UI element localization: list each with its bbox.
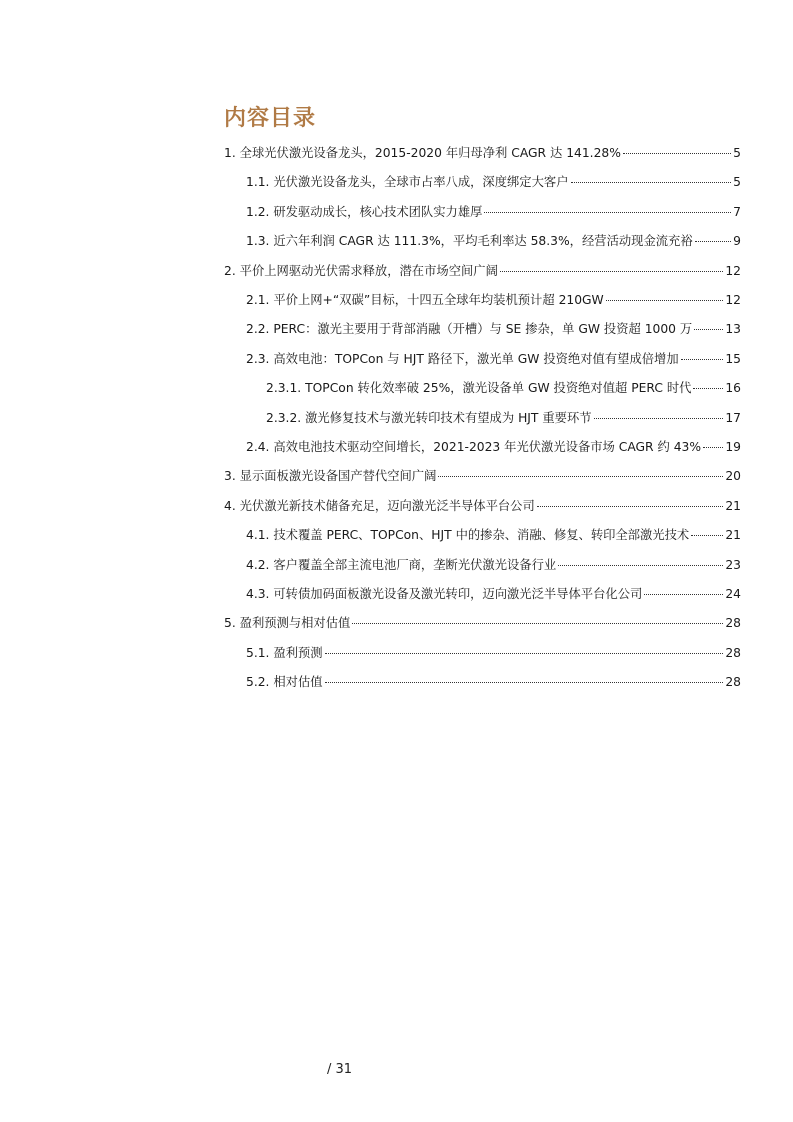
toc-leader-dots [594,418,724,419]
toc-entry[interactable] [224,144,741,162]
toc-entry-page: 21 [725,498,741,513]
toc-entry-page: 28 [725,675,741,690]
toc-entry-page: 7 [733,204,741,219]
toc-leader-dots [558,565,723,566]
toc-entry[interactable] [224,467,741,485]
toc-leader-dots [681,359,724,360]
toc-entry[interactable] [246,673,741,691]
toc-entry-text: 2. 平价上网驱动光伏需求释放，潜在市场空间广阔 [224,263,498,278]
toc-entry-text: 1. 全球光伏激光设备龙头，2015-2020 年归母净利 CAGR 达 141.28% [224,146,621,160]
toc-leader-dots [537,506,724,507]
toc-entry-page: 17 [725,410,741,425]
toc-entry[interactable] [266,409,741,427]
toc-entry-text: 4.1. 技术覆盖 PERC、TOPCon、HJT 中的掺杂、消融、修复、转印全部激光技术 [246,528,690,543]
toc-entry-text: 2.3. 高效电池：TOPCon 与 HJT 路径下，激光单 GW 投资绝对值有望成倍增加 [246,351,679,366]
toc-leader-dots [694,329,723,330]
toc-entry-page: 5 [733,146,741,160]
toc-title: 内容目录 [224,105,317,131]
toc-entry-text: 2.2. PERC：激光主要用于背部消融（开槽）与 SE 掺杂，单 GW 投资超 1000 万 [246,322,693,337]
toc-entry[interactable] [246,291,741,309]
toc-entry-text: 4.2. 客户覆盖全部主流电池厂商，垄断光伏激光设备行业 [246,557,557,572]
toc-leader-dots [695,241,732,242]
toc-entry[interactable] [224,262,741,280]
toc-entry[interactable] [246,350,741,368]
toc-entry-page: 16 [725,381,741,396]
toc-entry-text: 4.3. 可转债加码面板激光设备及激光转印，迈向激光泛半导体平台化公司 [246,587,643,601]
toc-leader-dots [623,153,731,154]
toc-entry-text: 1.2. 研发驱动成长，核心技术团队实力雄厚 [246,204,483,219]
toc-entry-page: 13 [725,322,741,337]
toc-entry-text: 5. 盈利预测与相对估值 [224,616,351,631]
toc-leader-dots [691,535,723,536]
toc-entry-page: 23 [725,557,741,572]
toc-leader-dots [644,594,723,595]
toc-entry-page: 9 [733,234,741,249]
toc-entry-page: 12 [725,263,741,278]
toc-entry-text: 5.2. 相对估值 [246,675,323,690]
toc-entry-page: 24 [725,587,741,601]
toc-entry[interactable] [246,644,741,662]
toc-leader-dots [484,212,731,213]
toc-leader-dots [693,388,723,389]
toc-leader-dots [703,447,723,448]
toc-entry-page: 15 [725,351,741,366]
toc-entry[interactable] [246,585,741,603]
toc-entry-page: 28 [725,616,741,631]
toc-entry[interactable] [246,203,741,221]
toc-leader-dots [325,653,724,654]
toc-entry[interactable] [246,320,741,338]
page-number: / 31 [327,1062,353,1077]
toc-entry-page: 21 [725,528,741,543]
toc-entry[interactable] [246,438,741,456]
toc-entry-text: 2.1. 平价上网+“双碳”目标，十四五全球年均装机预计超 210GW [246,293,604,307]
toc-entry[interactable] [224,497,741,515]
toc-entry-text: 1.1. 光伏激光设备龙头，全球市占率八成，深度绑定大客户 [246,175,569,190]
toc-entry[interactable] [246,556,741,574]
toc-leader-dots [438,476,723,477]
toc-leader-dots [571,182,732,183]
toc-entry[interactable] [224,614,741,632]
toc-entry[interactable] [246,232,741,250]
toc-entry-text: 2.3.2. 激光修复技术与激光转印技术有望成为 HJT 重要环节 [266,410,592,425]
toc-entry-text: 1.3. 近六年利润 CAGR 达 111.3%，平均毛利率达 58.3%，经营活动现金流充裕 [246,234,693,249]
toc-entry[interactable] [246,526,741,544]
toc-entry[interactable] [246,173,741,191]
toc-entry-page: 12 [725,293,741,307]
toc-leader-dots [606,300,724,301]
toc-entry-page: 5 [733,175,741,190]
toc-leader-dots [500,271,723,272]
toc-entry-page: 19 [725,440,741,454]
toc-leader-dots [352,623,723,624]
toc-leader-dots [325,682,724,683]
toc-entry-page: 28 [725,645,741,660]
toc-entry-page: 20 [725,469,741,484]
toc-entry-text: 2.3.1. TOPCon 转化效率破 25%，激光设备单 GW 投资绝对值超 PERC 时代 [266,381,692,396]
toc-entry[interactable] [266,379,741,397]
toc-entry-text: 3. 显示面板激光设备国产替代空间广阔 [224,469,437,484]
toc-entry-text: 4. 光伏激光新技术储备充足，迈向激光泛半导体平台公司 [224,498,535,513]
toc-entry-text: 2.4. 高效电池技术驱动空间增长，2021-2023 年光伏激光设备市场 CAGR 约 43% [246,440,702,454]
toc-entry-text: 5.1. 盈利预测 [246,645,323,660]
